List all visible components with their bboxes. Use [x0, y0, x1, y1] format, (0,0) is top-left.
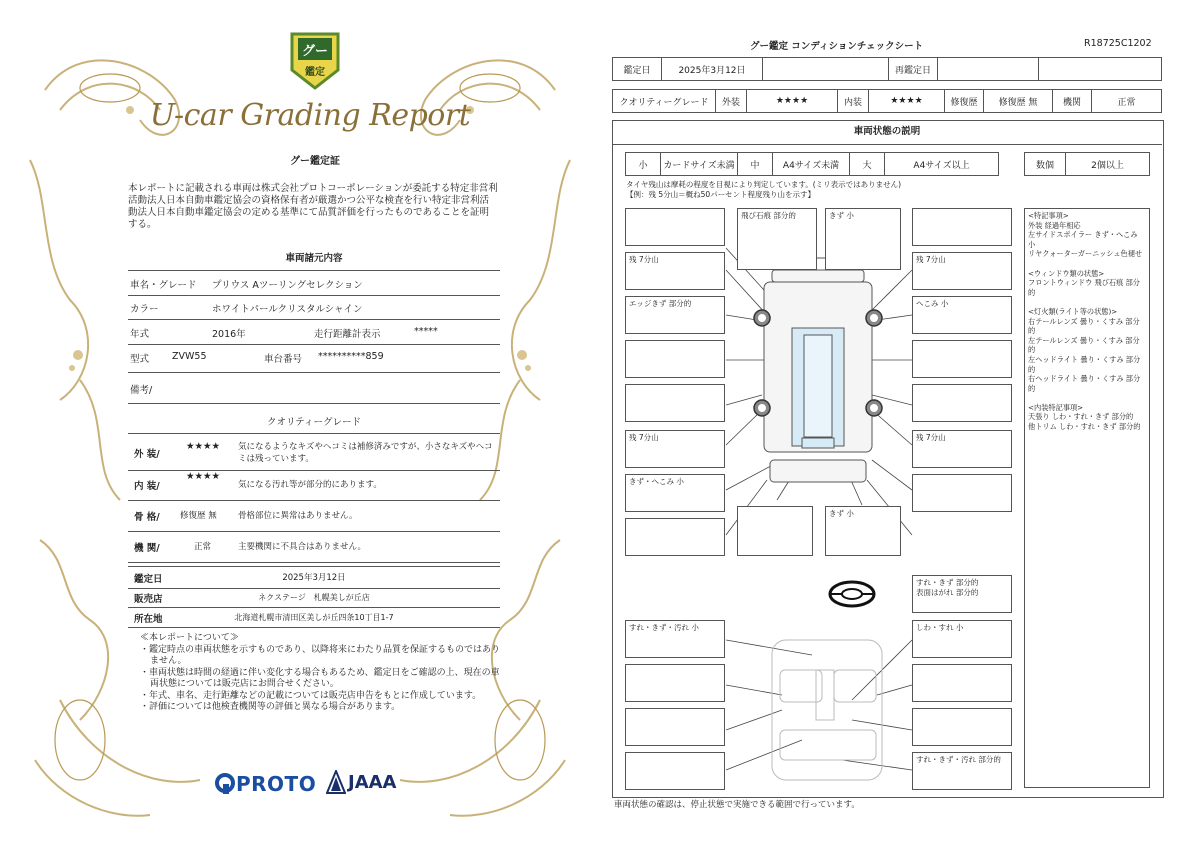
- condition-box: [625, 384, 725, 422]
- footer-value: ネクステージ 札幌美しが丘店: [258, 593, 370, 602]
- spec-label: 備考/: [130, 385, 153, 396]
- quality-text: 気になるようなキズやヘコミは補修済みですが、小さなキズやヘコミは残っています。: [238, 442, 493, 464]
- exterior-stars: ★★★★: [747, 90, 838, 113]
- report-notes: [140, 633, 500, 714]
- special-line: 右テールレンズ 曇り・くすみ 部分的: [1028, 316, 1140, 336]
- footer-row-address: [128, 608, 500, 628]
- quality-label: 機 関/: [134, 543, 160, 554]
- quality-text: 主要機関に不具合はありません。: [238, 542, 367, 552]
- tire-note-line: タイヤ残山は摩耗の程度を目視により判定しています。(ミリ表示ではありません): [626, 180, 902, 189]
- condition-box-tire-fl: 残 7分山: [625, 252, 725, 290]
- spec-row-name: [128, 270, 500, 296]
- interior-label: 内装: [838, 90, 869, 113]
- condition-box-tire-rr: 残 7分山: [912, 430, 1012, 468]
- special-line: 左ヘッドライト 曇り・くすみ 部分的: [1028, 354, 1141, 374]
- jaaa-logo-text: JAAA: [348, 772, 397, 793]
- footer-label: 鑑定日: [134, 574, 163, 585]
- count-desc: 2個以上: [1066, 153, 1150, 176]
- condition-box: [912, 340, 1012, 378]
- special-line: <ウィンドウ類の状態>: [1028, 268, 1105, 278]
- engine-label: 機関: [1053, 90, 1092, 113]
- condition-check-sheet: [600, 0, 1200, 848]
- quality-label: 骨 格/: [134, 512, 160, 523]
- quality-label: 内 装/: [134, 481, 160, 492]
- condition-box: [625, 518, 725, 556]
- exterior-label: 外装: [716, 90, 747, 113]
- goo-kantei-badge-icon: [286, 30, 344, 92]
- condition-box-front-a: 飛び石痕 部分的: [737, 208, 817, 270]
- quality-label: 外 装/: [134, 449, 160, 460]
- quality-value: 正常: [194, 542, 212, 552]
- certificate-intro: 本レポートに記載される車両は株式会社プロトコーポレーションが委託する特定非営利活動法人日本自動車鑑定協会の資格保有者が厳選かつ公平な検査を行い特定非営利活動法人日本自動車鑑定協会の定める基準にて品質評価を行ったものであることを証明する。: [128, 183, 498, 230]
- condition-box: [912, 664, 1012, 702]
- spec-value: *****: [414, 326, 438, 337]
- special-spacer: [1028, 297, 1146, 307]
- special-spacer: [1028, 259, 1146, 269]
- spec-value: ホワイトパールクリスタルシャイン: [212, 304, 363, 315]
- size-large-desc: A4サイズ以上: [885, 153, 999, 176]
- sheet-footer-note: 車両状態の確認は、停止状態で実施できる範囲で行っています。: [614, 800, 860, 810]
- repair-label: 修復歴: [945, 90, 984, 113]
- spec-value: プリウス Aツーリングセレクション: [212, 280, 363, 291]
- condition-box: [625, 664, 725, 702]
- quality-row-interior: [128, 470, 500, 501]
- recheck-value: [938, 58, 1039, 81]
- grade-table: [612, 89, 1162, 113]
- note-item: ・年式、車名、走行距離などの記載については販売店申告をもとに作成しています。: [140, 690, 482, 701]
- condition-box: [625, 340, 725, 378]
- size-mid: 中: [738, 153, 773, 176]
- special-spacer: [1028, 393, 1146, 403]
- jaaa-logo-icon: [326, 770, 346, 794]
- specs-title: 車両諸元内容: [285, 253, 343, 264]
- engine-value: 正常: [1092, 90, 1162, 113]
- condition-box: [912, 474, 1012, 512]
- special-line: フロントウィンドウ 飛び石痕 部分的: [1028, 278, 1140, 297]
- spec-row-year: [128, 320, 500, 345]
- proto-logo-icon: [214, 772, 236, 794]
- condition-box-left1: エッジきず 部分的: [625, 296, 725, 334]
- condition-box-right1: へこみ 小: [912, 296, 1012, 334]
- date-label: 鑑定日: [613, 58, 662, 81]
- spec-row-model: [128, 345, 500, 373]
- date-value: 2025年3月12日: [662, 58, 763, 81]
- count-label: 数個: [1025, 153, 1066, 176]
- tire-note: [626, 180, 901, 200]
- condition-box-int-right-bottom: すれ・きず・汚れ 部分的: [912, 752, 1012, 790]
- svg-text:グー: グー: [301, 44, 329, 59]
- grade-label: クオリティーグレード: [613, 90, 716, 113]
- special-line: 外装 経過年相応: [1028, 220, 1081, 230]
- quality-row-frame: [128, 501, 500, 532]
- quality-text: 気になる汚れ等が部分的にあります。: [238, 480, 382, 490]
- report-title: U-car Grading Report: [149, 98, 471, 133]
- recheck-label: 再鑑定日: [889, 58, 938, 81]
- condition-box-steering: すれ・きず 部分的 表面はがれ 部分的: [912, 575, 1012, 613]
- size-small-desc: カードサイズ未満: [661, 153, 738, 176]
- condition-box: [912, 384, 1012, 422]
- condition-box-rear-b: きず 小: [825, 506, 901, 556]
- condition-box-left-rear: きず・へこみ 小: [625, 474, 725, 512]
- size-large: 大: [850, 153, 885, 176]
- sheet-id: R18725C1202: [1084, 38, 1152, 49]
- quality-text: 骨格部位に異常はありません。: [238, 511, 358, 521]
- note-item: ・車両状態は時間の経過に伴い変化する場合もあるため、鑑定日をご確認の上、現在の車両状態については販売店にお問合せください。: [140, 667, 500, 689]
- special-line: <内装特記事項>: [1028, 402, 1084, 412]
- sheet-title: グー鑑定 コンディションチェックシート: [750, 41, 924, 52]
- notes-title: ≪本レポートについて≫: [140, 633, 239, 643]
- footer-row-date: [128, 566, 500, 589]
- date-table: [612, 57, 1162, 81]
- condition-box-int-left1: すれ・きず・汚れ 小: [625, 620, 725, 658]
- size-small: 小: [626, 153, 661, 176]
- spec-label: 車台番号: [264, 354, 303, 365]
- state-title: 車両状態の説明: [612, 120, 1162, 145]
- condition-box: [737, 506, 813, 556]
- special-line: <特記事項>: [1028, 211, 1069, 220]
- condition-box-int-right1: しわ・すれ 小: [912, 620, 1012, 658]
- special-line: 天張り しわ・すれ・きず 部分的: [1028, 412, 1134, 422]
- footer-label: 所在地: [134, 614, 163, 625]
- count-legend: [1024, 152, 1150, 176]
- quality-stars: ★★★★: [186, 441, 221, 452]
- condition-box: [912, 708, 1012, 746]
- spec-row-color: [128, 295, 500, 320]
- special-notes-panel: [1024, 208, 1150, 788]
- spec-row-remarks: [128, 373, 500, 404]
- condition-box-tire-fr: 残 7分山: [912, 252, 1012, 290]
- interior-stars: ★★★★: [869, 90, 945, 113]
- condition-box: [625, 752, 725, 790]
- quality-stars: ★★★★: [186, 471, 221, 482]
- footer-value: 2025年3月12日: [282, 573, 346, 583]
- special-line: 他トリム しわ・すれ・きず 部分的: [1028, 422, 1141, 432]
- special-line: リヤクォーターガーニッシュ色褪せ: [1028, 249, 1143, 259]
- spec-label: 車名・グレード: [130, 280, 197, 291]
- spec-label: 型式: [130, 354, 150, 365]
- spec-value: 2016年: [212, 329, 246, 340]
- spec-label: カラー: [130, 304, 159, 315]
- blank-cell: [763, 58, 889, 81]
- note-item: ・鑑定時点の車両状態を示すものであり、以降将来にわたり品質を保証するものではありません。: [140, 644, 501, 666]
- size-legend: [625, 152, 999, 176]
- note-item: ・評価については他検査機関等の評価と異なる場合があります。: [140, 702, 401, 712]
- condition-box: [912, 208, 1012, 246]
- condition-box-front-b: きず 小: [825, 208, 901, 270]
- svg-text:鑑定: 鑑定: [305, 67, 325, 78]
- footer-row-shop: [128, 588, 500, 608]
- tire-note-line: 【例：残 5分山＝概ね50パーセント程度残り山を示す】: [626, 190, 816, 199]
- repair-value: 修復歴 無: [984, 90, 1053, 113]
- condition-box-tire-rl: 残 7分山: [625, 430, 725, 468]
- quality-title: クオリティーグレード: [266, 417, 362, 428]
- footer-label: 販売店: [134, 594, 163, 605]
- special-line: <灯火類(ライト等の状態)>: [1028, 306, 1118, 316]
- special-line: 左テールレンズ 曇り・くすみ 部分的: [1028, 335, 1140, 355]
- certificate-subtitle: グー鑑定証: [290, 156, 340, 167]
- blank-cell: [1039, 58, 1162, 81]
- spec-label: 年式: [130, 329, 150, 340]
- spec-value: ZVW55: [172, 351, 207, 362]
- condition-box: [625, 208, 725, 246]
- proto-logo-text: PROTO: [236, 772, 317, 796]
- quality-row-engine: [128, 532, 500, 563]
- size-mid-desc: A4サイズ未満: [773, 153, 850, 176]
- steering-wheel-icon: [830, 582, 874, 606]
- condition-box: [625, 708, 725, 746]
- spec-label: 走行距離計表示: [314, 329, 381, 340]
- footer-value: 北海道札幌市清田区美しが丘四条10丁目1-7: [234, 613, 394, 622]
- spec-value: **********859: [318, 351, 384, 362]
- quality-row-exterior: [128, 433, 500, 471]
- special-line: 左サイドスポイラー きず・へこみ 小: [1028, 230, 1138, 249]
- quality-value: 修復歴 無: [180, 511, 217, 521]
- special-line: 右ヘッドライト 曇り・くすみ 部分的: [1028, 374, 1141, 393]
